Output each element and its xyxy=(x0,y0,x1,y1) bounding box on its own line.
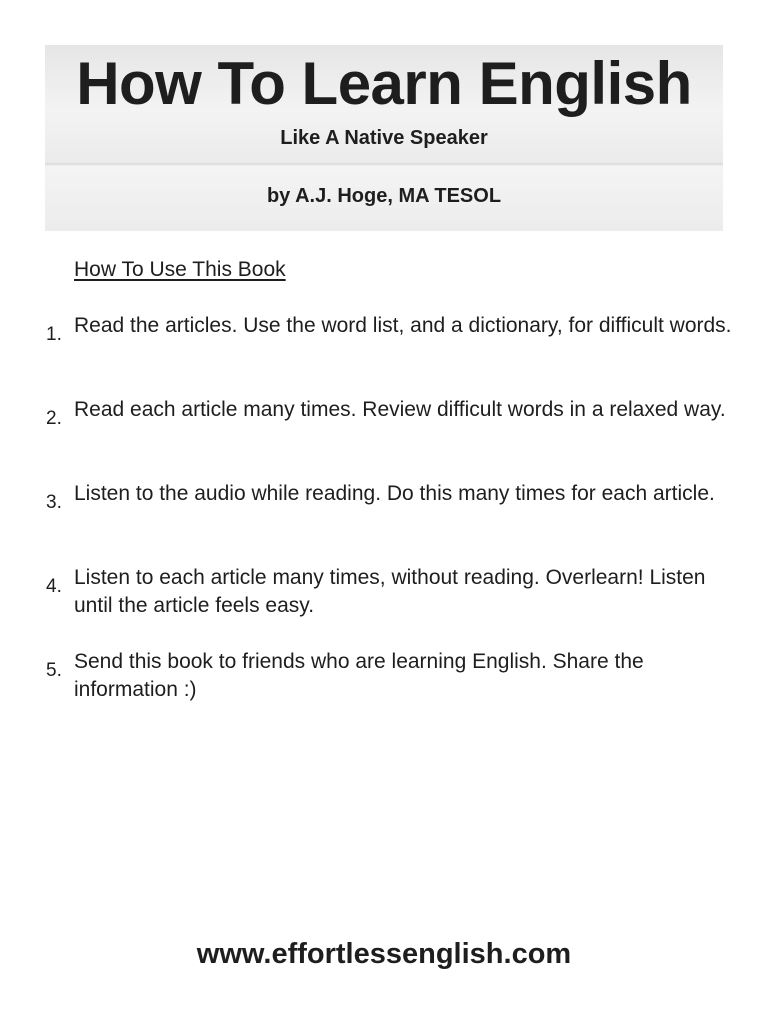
title-banner xyxy=(45,45,723,231)
list-item-text: Send this book to friends who are learning English. Share the information :) xyxy=(74,650,644,701)
list-item-number: 1. xyxy=(46,324,62,345)
list-item-text: Listen to the audio while reading. Do this many times for each article. xyxy=(74,482,715,505)
book-author: by A.J. Hoge, MA TESOL xyxy=(266,185,502,207)
list-item xyxy=(0,480,768,564)
section-heading: How To Use This Book xyxy=(74,258,286,281)
list-item-number: 2. xyxy=(46,408,62,429)
book-subtitle: Like A Native Speaker xyxy=(280,127,488,149)
book-title: How To Learn English xyxy=(76,50,692,117)
title-panel xyxy=(45,45,723,163)
list-item-text: Read each article many times. Review difficult words in a relaxed way. xyxy=(74,398,726,421)
list-item xyxy=(0,312,768,396)
website-url: www.effortlessenglish.com xyxy=(196,938,572,970)
list-item xyxy=(0,564,768,648)
list-item-number: 3. xyxy=(46,492,62,513)
list-item-text: Read the articles. Use the word list, and a dictionary, for difficult words. xyxy=(74,314,732,337)
list-item-number: 4. xyxy=(46,576,62,597)
list-item xyxy=(0,396,768,480)
instructions-list xyxy=(0,312,768,732)
list-item xyxy=(0,648,768,732)
list-item-number: 5. xyxy=(46,660,62,681)
list-item-text: Listen to each article many times, without reading. Overlearn! Listen until the article feels easy. xyxy=(74,566,706,617)
